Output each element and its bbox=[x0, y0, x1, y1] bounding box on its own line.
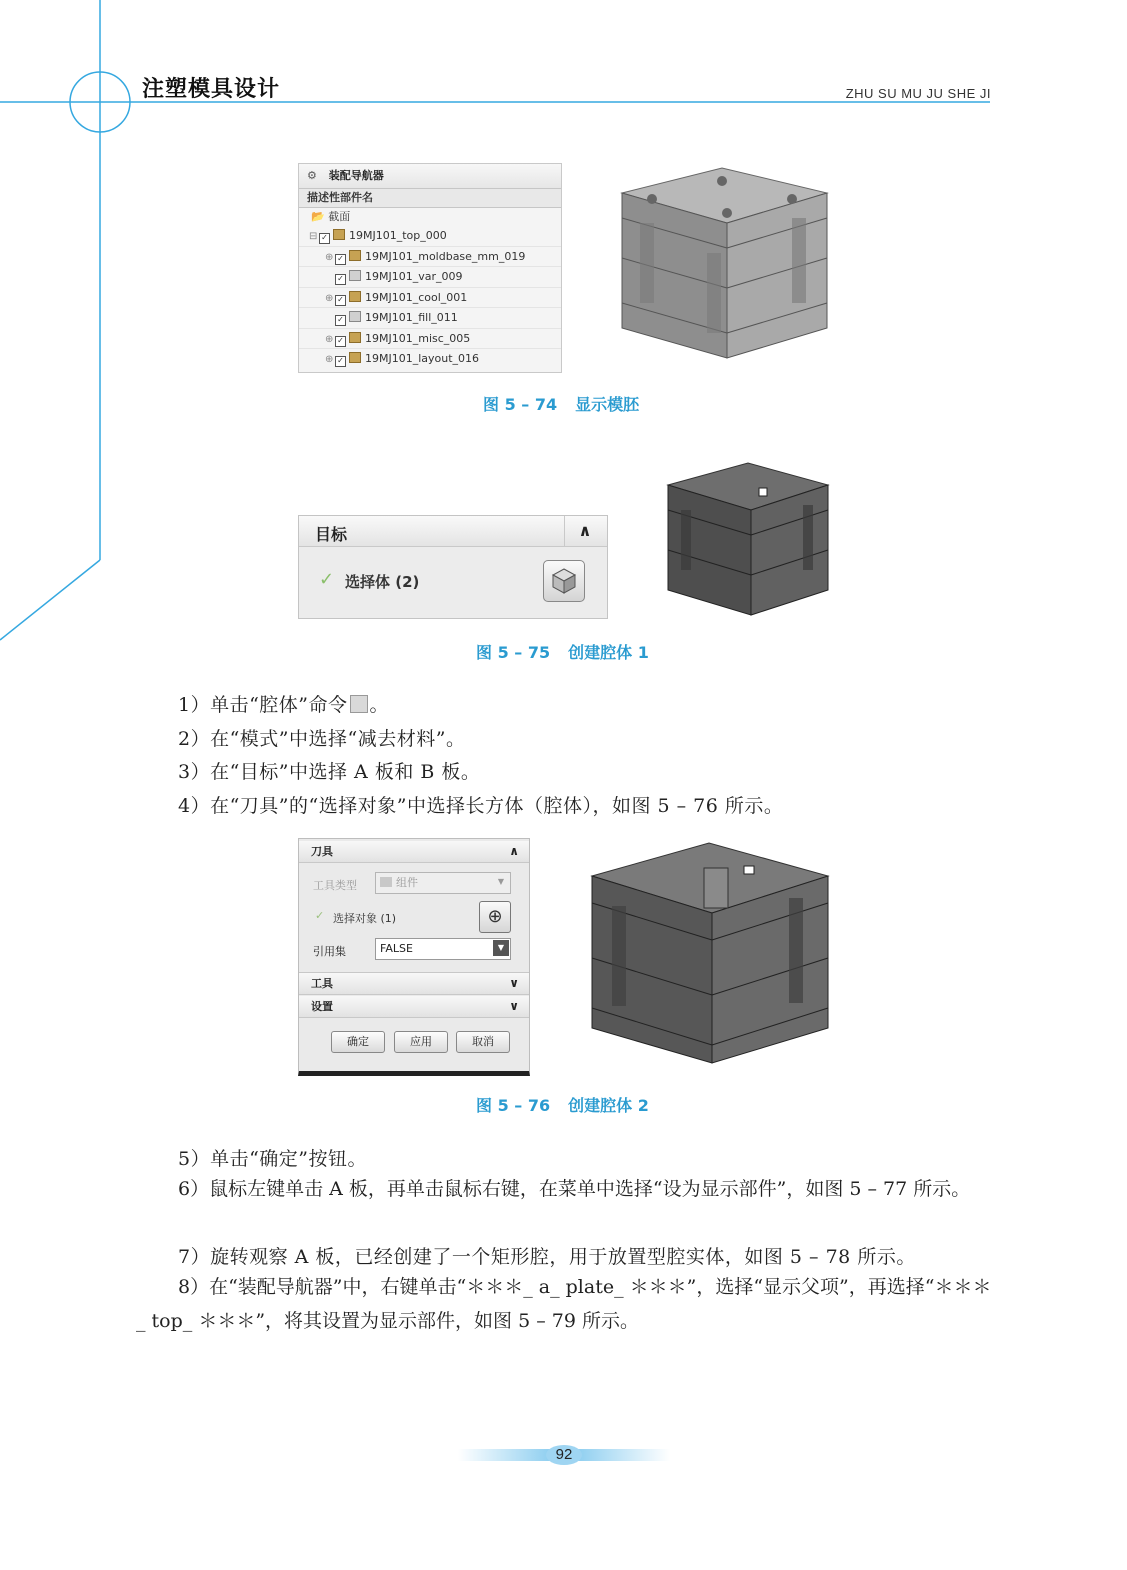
collapse-icon[interactable]: ⊟ bbox=[309, 231, 318, 242]
target-panel-header bbox=[299, 516, 607, 547]
tree-row[interactable] bbox=[299, 349, 561, 369]
step-6: 6）鼠标左键单击 A 板，再单击鼠标右键，在菜单中选择“设为显示部件”，如图 5 – 77 所示。 bbox=[178, 1178, 971, 1200]
expand-chevron-icon[interactable]: ∨ bbox=[509, 976, 519, 990]
assembly-icon bbox=[349, 250, 361, 261]
tree-row[interactable] bbox=[299, 308, 561, 329]
dropdown-arrow-icon: ▼ bbox=[497, 877, 505, 886]
expand-icon[interactable]: ⊕ bbox=[325, 333, 334, 345]
step-8: 8）在“装配导航器”中，右键单击“＊＊＊_ a_ plate_ ＊＊＊”，选择“显示父项”，再选择“＊＊＊_ top_ ＊＊＊”，将其设置为显示部件，如图 5 – 79 所示。 bbox=[136, 1276, 992, 1332]
figure-caption bbox=[476, 1093, 667, 1116]
navigator-title: 装配导航器 bbox=[328, 169, 384, 182]
assembly-icon bbox=[349, 332, 361, 343]
tool-settings-section-header[interactable] bbox=[299, 972, 529, 995]
tree-row-label: 19MJ101_cool_001 bbox=[365, 290, 468, 304]
figure-number: 图 5 – 74 bbox=[483, 395, 558, 414]
component-icon bbox=[380, 877, 392, 887]
tree-row[interactable] bbox=[299, 329, 561, 350]
target-title: 目标 bbox=[315, 525, 348, 544]
cancel-button[interactable]: 取消 bbox=[456, 1031, 510, 1053]
tool-type-label: 工具类型 bbox=[313, 879, 357, 892]
select-body-button[interactable] bbox=[543, 560, 585, 602]
tree-row-label: 19MJ101_top_000 bbox=[349, 229, 447, 242]
select-object-button[interactable] bbox=[479, 901, 511, 933]
navigator-column-header: 描述性部件名 bbox=[299, 188, 561, 208]
cube-icon bbox=[544, 561, 584, 601]
tree-row[interactable] bbox=[299, 267, 561, 288]
checkbox-checked-icon[interactable]: ✓ bbox=[335, 336, 346, 347]
folder-icon: 📂 bbox=[311, 210, 325, 223]
figure-title: 创建腔体 1 bbox=[568, 643, 649, 662]
ok-button[interactable]: 确定 bbox=[331, 1031, 385, 1053]
navigator-title-bar bbox=[299, 164, 561, 188]
apply-button[interactable]: 应用 bbox=[394, 1031, 448, 1053]
tree-row-label: 19MJ101_moldbase_mm_019 bbox=[365, 249, 526, 263]
step-7: 7）旋转观察 A 板，已经创建了一个矩形腔，用于放置型腔实体，如图 5 – 78 所示。 bbox=[178, 1246, 916, 1268]
assembly-icon bbox=[333, 229, 345, 240]
figure-number: 图 5 – 75 bbox=[476, 643, 551, 662]
navigator-icon: ⚙ bbox=[307, 169, 317, 182]
settings-section-title: 设置 bbox=[311, 1000, 333, 1013]
page-number: 92 bbox=[555, 1446, 573, 1463]
tree-section-row bbox=[299, 208, 561, 226]
book-pinyin: ZHU SU MU JU SHE JI bbox=[845, 86, 991, 101]
checkbox-checked-icon[interactable]: ✓ bbox=[319, 233, 330, 244]
checkbox-checked-icon[interactable]: ✓ bbox=[335, 356, 346, 367]
settings-section-header[interactable] bbox=[299, 996, 529, 1018]
figure-title: 创建腔体 2 bbox=[568, 1096, 649, 1115]
tree-row-label: 19MJ101_var_009 bbox=[365, 270, 463, 283]
cavity-command-icon bbox=[350, 695, 368, 713]
assembly-icon bbox=[349, 291, 361, 302]
expand-chevron-icon[interactable]: ∨ bbox=[509, 999, 519, 1013]
crosshair-icon: ⊕ bbox=[487, 906, 503, 927]
checkbox-checked-icon[interactable]: ✓ bbox=[335, 274, 346, 285]
assembly-navigator-panel bbox=[298, 163, 562, 373]
assembly-icon bbox=[349, 352, 361, 363]
reference-set-value: FALSE bbox=[380, 942, 413, 955]
checkbox-checked-icon[interactable]: ✓ bbox=[335, 315, 346, 326]
expand-icon[interactable]: ⊕ bbox=[325, 251, 334, 263]
mold-cavity-3d-image bbox=[663, 460, 831, 620]
target-panel bbox=[298, 515, 608, 619]
dropdown-arrow-icon: ▼ bbox=[493, 940, 509, 956]
tool-type-select[interactable] bbox=[375, 872, 511, 894]
tree-section-label: 截面 bbox=[328, 210, 351, 223]
tree-row[interactable] bbox=[299, 226, 561, 247]
tool-section-header[interactable] bbox=[299, 841, 529, 863]
step-5: 5）单击“确定”按钮。 bbox=[178, 1148, 368, 1170]
check-icon: ✓ bbox=[315, 909, 325, 922]
tree-row[interactable] bbox=[299, 288, 561, 309]
select-object-label[interactable]: 选择对象 (1) bbox=[333, 912, 397, 925]
collapse-chevron-icon[interactable]: ∧ bbox=[564, 516, 605, 546]
figure-title: 显示模胚 bbox=[575, 395, 640, 414]
step-1-text: 1）单击“腔体”命令 bbox=[178, 694, 348, 716]
step-4: 4）在“刀具”的“选择对象”中选择长方体（腔体），如图 5 – 76 所示。 bbox=[178, 795, 784, 817]
tree-row-label: 19MJ101_layout_016 bbox=[365, 352, 480, 365]
expand-icon[interactable]: ⊕ bbox=[325, 354, 334, 365]
mold-cutting-3d-image bbox=[584, 838, 832, 1070]
tool-title: 刀具 bbox=[311, 845, 333, 858]
check-icon: ✓ bbox=[319, 569, 335, 590]
tree-row-label: 19MJ101_fill_011 bbox=[365, 311, 458, 324]
select-body-label[interactable]: 选择体 (2) bbox=[345, 573, 420, 591]
reference-set-select[interactable] bbox=[375, 938, 511, 960]
step-1 bbox=[178, 690, 389, 717]
mold-base-3d-image bbox=[612, 163, 830, 373]
step-3: 3）在“目标”中选择 A 板和 B 板。 bbox=[178, 761, 481, 783]
checkbox-checked-icon[interactable]: ✓ bbox=[335, 295, 346, 306]
tool-section-title: 工具 bbox=[311, 977, 333, 990]
tool-type-value: 组件 bbox=[396, 876, 418, 889]
tree-row-label: 19MJ101_misc_005 bbox=[365, 331, 471, 345]
figure-number: 图 5 – 76 bbox=[476, 1096, 551, 1115]
figure-caption bbox=[476, 640, 667, 663]
part-icon bbox=[349, 311, 361, 322]
checkbox-checked-icon[interactable]: ✓ bbox=[335, 254, 346, 265]
reference-set-label: 引用集 bbox=[313, 945, 346, 958]
step-2: 2）在“模式”中选择“减去材料”。 bbox=[178, 728, 466, 750]
book-title: 注塑模具设计 bbox=[142, 77, 281, 102]
collapse-chevron-icon[interactable]: ∧ bbox=[509, 844, 519, 858]
expand-icon[interactable]: ⊕ bbox=[325, 292, 334, 304]
figure-caption bbox=[483, 392, 657, 415]
tree-row[interactable] bbox=[299, 247, 561, 268]
part-icon bbox=[349, 270, 361, 281]
step-1-end: 。 bbox=[369, 694, 390, 716]
tool-panel bbox=[298, 838, 530, 1076]
